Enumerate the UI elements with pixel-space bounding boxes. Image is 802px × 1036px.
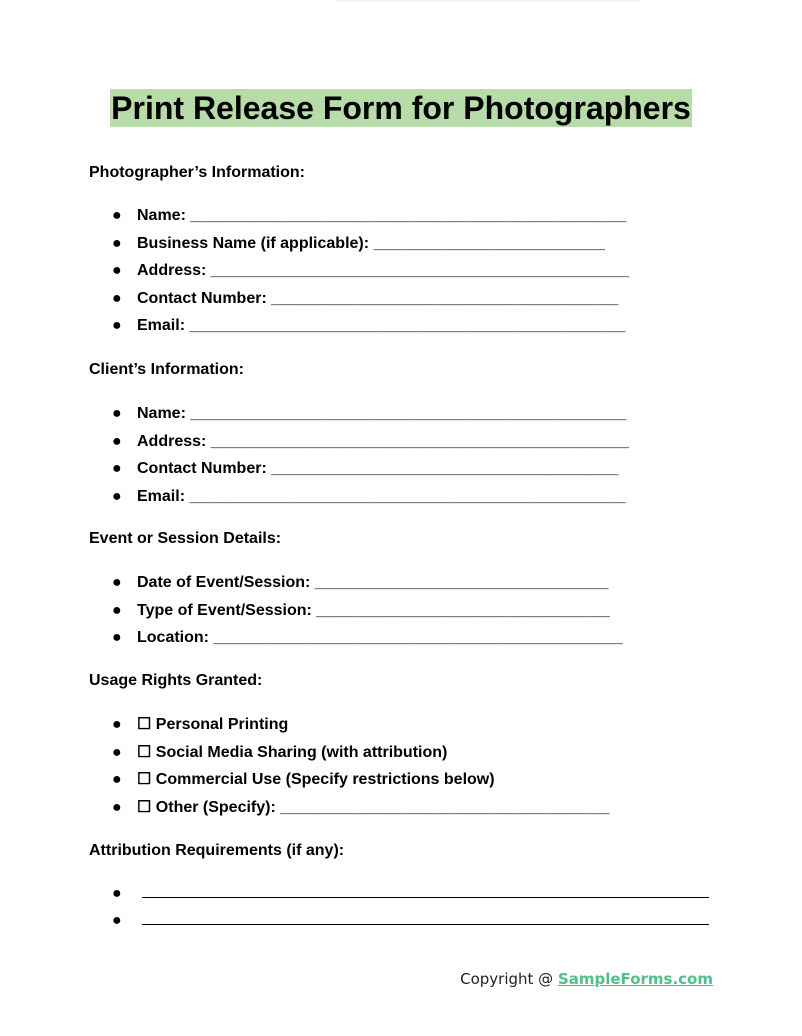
copyright-prefix: Copyright @	[460, 970, 558, 988]
bullet-icon: ●	[112, 716, 122, 733]
bullet-icon: ●	[112, 432, 122, 450]
copyright-footer	[460, 970, 713, 988]
client-address-field[interactable]	[0, 432, 629, 460]
sampleforms-link[interactable]: SampleForms.com	[557, 970, 713, 988]
field-label: Name: _________________________________________________	[137, 207, 627, 224]
top-edge-shadow	[335, 0, 640, 3]
bullet-icon: ●	[112, 460, 122, 477]
photographer-section-heading: Photographer’s Information:	[89, 164, 305, 181]
checkbox-label: ☐ Personal Printing	[137, 716, 289, 733]
bullet-icon: ●	[112, 629, 122, 646]
field-label: Contact Number: _______________________________________	[137, 460, 619, 477]
checkbox-label: ☐ Commercial Use (Specify restrictions below)	[137, 771, 495, 788]
event-section-heading: Event or Session Details:	[89, 530, 282, 547]
usage-options-list	[0, 715, 610, 825]
bullet-icon: ●	[112, 207, 122, 224]
field-label: Address: _______________________________________________	[137, 432, 630, 450]
checkbox-label: ☐ Social Media Sharing (with attribution)	[137, 743, 448, 761]
photographer-name-field[interactable]	[0, 206, 629, 234]
client-section-heading: Client’s Information:	[89, 361, 244, 378]
bullet-icon: ●	[112, 601, 122, 619]
bullet-icon: ●	[112, 885, 122, 902]
bullet-icon: ●	[112, 405, 122, 422]
event-location-field[interactable]	[0, 628, 623, 656]
bullet-icon: ●	[112, 317, 122, 334]
client-field-list	[0, 404, 629, 514]
photographer-email-field[interactable]	[0, 316, 629, 344]
attribution-section-heading: Attribution Requirements (if any):	[89, 842, 345, 859]
photographer-field-list	[0, 206, 629, 344]
bullet-icon: ●	[112, 912, 122, 929]
page-title: Print Release Form for Photographers	[111, 90, 691, 126]
client-name-field[interactable]	[0, 404, 629, 432]
usage-social-media-checkbox[interactable]	[0, 743, 610, 771]
checkbox-label: ☐ Other (Specify): _____________________________________	[137, 798, 610, 816]
attribution-line-1[interactable]	[142, 883, 709, 898]
bullet-icon: ●	[112, 574, 122, 591]
field-label: Business Name (if applicable): __________________________	[137, 234, 605, 252]
bullet-icon: ●	[112, 798, 122, 816]
bullet-icon: ●	[112, 262, 122, 279]
usage-section-heading: Usage Rights Granted:	[89, 672, 263, 689]
photographer-contact-number-field[interactable]	[0, 289, 629, 317]
field-label: Type of Event/Session: _________________________________	[137, 601, 610, 619]
bullet-icon: ●	[112, 743, 122, 761]
event-field-list	[0, 573, 623, 656]
field-label: Name: _________________________________________________	[137, 405, 627, 422]
photographer-address-field[interactable]	[0, 261, 629, 289]
client-contact-number-field[interactable]	[0, 459, 629, 487]
event-date-field[interactable]	[0, 573, 623, 601]
bullet-icon: ●	[112, 234, 122, 252]
field-label: Email: _________________________________________________	[137, 487, 626, 505]
usage-commercial-checkbox[interactable]	[0, 770, 610, 798]
photographer-business-name-field[interactable]	[0, 234, 629, 262]
field-label: Email: _________________________________________________	[137, 317, 626, 334]
usage-personal-printing-checkbox[interactable]	[0, 715, 610, 743]
event-type-field[interactable]	[0, 601, 623, 629]
field-label: Contact Number: _______________________________________	[137, 289, 619, 307]
field-label: Address: _______________________________________________	[137, 262, 630, 279]
bullet-icon: ●	[112, 771, 122, 788]
bullet-icon: ●	[112, 289, 122, 307]
attribution-line-2[interactable]	[142, 910, 709, 925]
bullet-icon: ●	[112, 487, 122, 505]
usage-other-checkbox[interactable]	[0, 798, 610, 826]
title-wrapper	[0, 89, 802, 127]
field-label: Location: ______________________________________________	[137, 629, 623, 646]
client-email-field[interactable]	[0, 487, 629, 515]
field-label: Date of Event/Session: _________________________________	[137, 574, 609, 591]
